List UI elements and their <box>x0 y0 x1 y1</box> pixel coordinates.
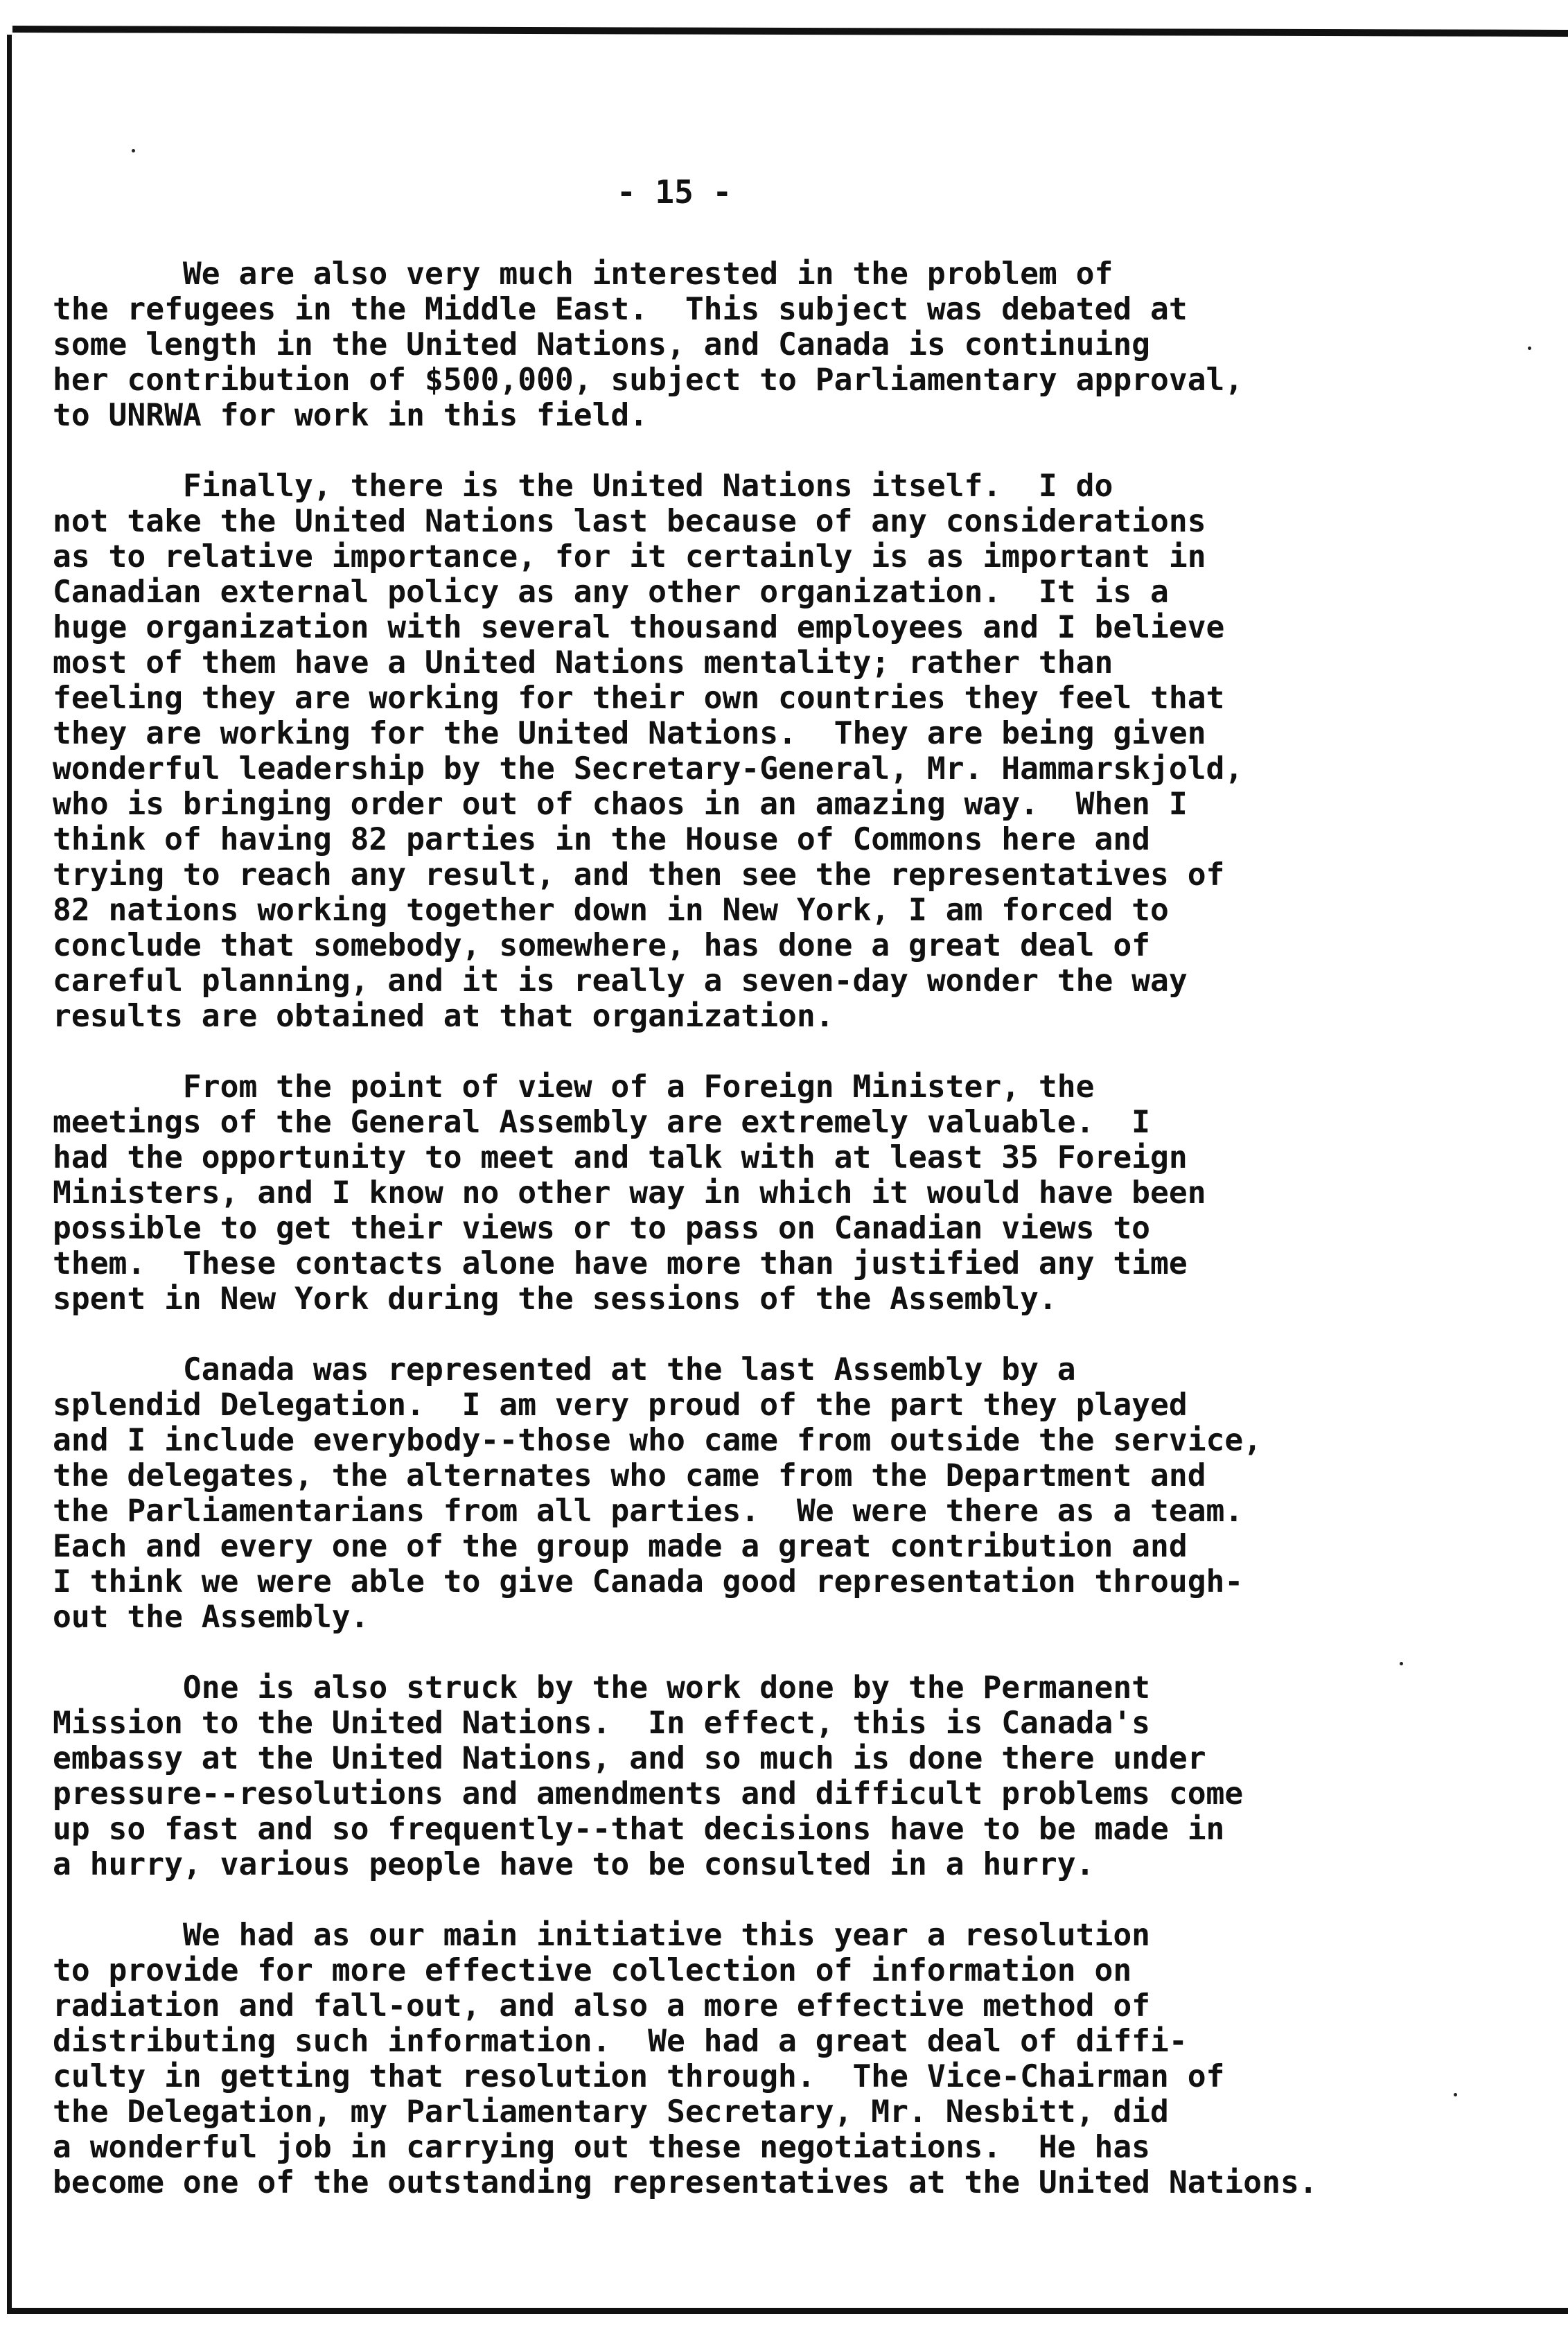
text-line: spent in New York during the sessions of the Assembly. <box>53 1281 1057 1317</box>
text-line: We are also very much interested in the problem of <box>53 256 1113 292</box>
text-line: wonderful leadership by the Secretary-General, Mr. Hammarskjold, <box>53 751 1244 787</box>
text-line: as to relative importance, for it certainly is as important in <box>53 538 1206 575</box>
text-line: the refugees in the Middle East. This subject was debated at <box>53 291 1188 327</box>
text-line: become one of the outstanding representatives at the United Nations. <box>53 2164 1318 2200</box>
text-line: From the point of view of a Foreign Minister, the <box>53 1069 1095 1105</box>
text-line: a wonderful job in carrying out these negotiations. He has <box>53 2129 1151 2165</box>
text-line: had the opportunity to meet and talk with at least 35 Foreign <box>53 1139 1188 1175</box>
text-line: huge organization with several thousand employees and I believe <box>53 609 1225 645</box>
text-line: careful planning, and it is really a seven-day wonder the way <box>53 963 1188 999</box>
paragraph-4 <box>53 1352 1508 1635</box>
text-line: culty in getting that resolution through. The Vice-Chairman of <box>53 2058 1225 2094</box>
page-border-top <box>12 26 1568 37</box>
text-line: One is also struck by the work done by the Permanent <box>53 1670 1151 1706</box>
text-line: the Parliamentarians from all parties. We were there as a team. <box>53 1493 1244 1529</box>
scan-speck <box>132 149 135 152</box>
text-line: meetings of the General Assembly are extremely valuable. I <box>53 1104 1151 1140</box>
text-line: Finally, there is the United Nations itself. I do <box>53 468 1113 504</box>
text-line: embassy at the United Nations, and so much is done there under <box>53 1740 1206 1776</box>
text-line: the delegates, the alternates who came from the Department and <box>53 1457 1206 1493</box>
text-line: most of them have a United Nations mentality; rather than <box>53 645 1113 681</box>
paragraph-6 <box>53 1918 1508 2200</box>
page-border-left <box>7 35 12 2311</box>
paragraph-3 <box>53 1069 1508 1317</box>
text-line: splendid Delegation. I am very proud of the part they played <box>53 1387 1188 1423</box>
text-line: to UNRWA for work in this field. <box>53 397 649 433</box>
text-line: some length in the United Nations, and Canada is continuing <box>53 326 1151 362</box>
text-line: conclude that somebody, somewhere, has done a great deal of <box>53 927 1151 963</box>
text-line: I think we were able to give Canada good representation through- <box>53 1563 1244 1600</box>
scan-speck <box>1400 1662 1403 1665</box>
text-line: to provide for more effective collection of information on <box>53 1952 1132 1988</box>
body-text <box>53 256 1508 2200</box>
page-border-bottom <box>7 2308 1568 2314</box>
text-line: trying to reach any result, and then see the representatives of <box>53 857 1225 893</box>
text-line: not take the United Nations last because of any considerations <box>53 503 1206 539</box>
text-line: they are working for the United Nations. They are being given <box>53 715 1206 751</box>
text-line: think of having 82 parties in the House of Commons here and <box>53 821 1151 857</box>
text-line: 82 nations working together down in New York, I am forced to <box>53 892 1169 928</box>
text-line: her contribution of $500,000, subject to Parliamentary approval, <box>53 362 1244 398</box>
scan-speck <box>1454 2093 1457 2096</box>
text-line: distributing such information. We had a great deal of diffi- <box>53 2023 1188 2059</box>
text-line: possible to get their views or to pass on Canadian views to <box>53 1210 1151 1246</box>
text-line: and I include everybody--those who came from outside the service, <box>53 1422 1262 1458</box>
text-line: Each and every one of the group made a great contribution and <box>53 1528 1188 1564</box>
paragraph-1 <box>53 256 1508 433</box>
text-line: up so fast and so frequently--that decisions have to be made in <box>53 1811 1225 1847</box>
page-number: - 15 - <box>617 173 732 211</box>
text-line: results are obtained at that organization. <box>53 998 834 1034</box>
text-line: out the Assembly. <box>53 1599 369 1635</box>
text-line: We had as our main initiative this year a resolution <box>53 1917 1151 1953</box>
scan-speck <box>1528 347 1531 350</box>
text-line: them. These contacts alone have more than justified any time <box>53 1245 1188 1281</box>
paragraph-2 <box>53 468 1508 1034</box>
text-line: Mission to the United Nations. In effect, this is Canada's <box>53 1705 1151 1741</box>
paragraph-5 <box>53 1670 1508 1882</box>
text-line: radiation and fall-out, and also a more effective method of <box>53 1988 1151 2024</box>
text-line: the Delegation, my Parliamentary Secretary, Mr. Nesbitt, did <box>53 2094 1169 2130</box>
text-line: Canadian external policy as any other organization. It is a <box>53 574 1169 610</box>
text-line: Ministers, and I know no other way in which it would have been <box>53 1175 1206 1211</box>
text-line: Canada was represented at the last Assembly by a <box>53 1351 1076 1387</box>
text-line: feeling they are working for their own countries they feel that <box>53 680 1225 716</box>
text-line: pressure--resolutions and amendments and difficult problems come <box>53 1776 1244 1812</box>
text-line: who is bringing order out of chaos in an amazing way. When I <box>53 786 1188 822</box>
text-line: a hurry, various people have to be consulted in a hurry. <box>53 1846 1095 1882</box>
